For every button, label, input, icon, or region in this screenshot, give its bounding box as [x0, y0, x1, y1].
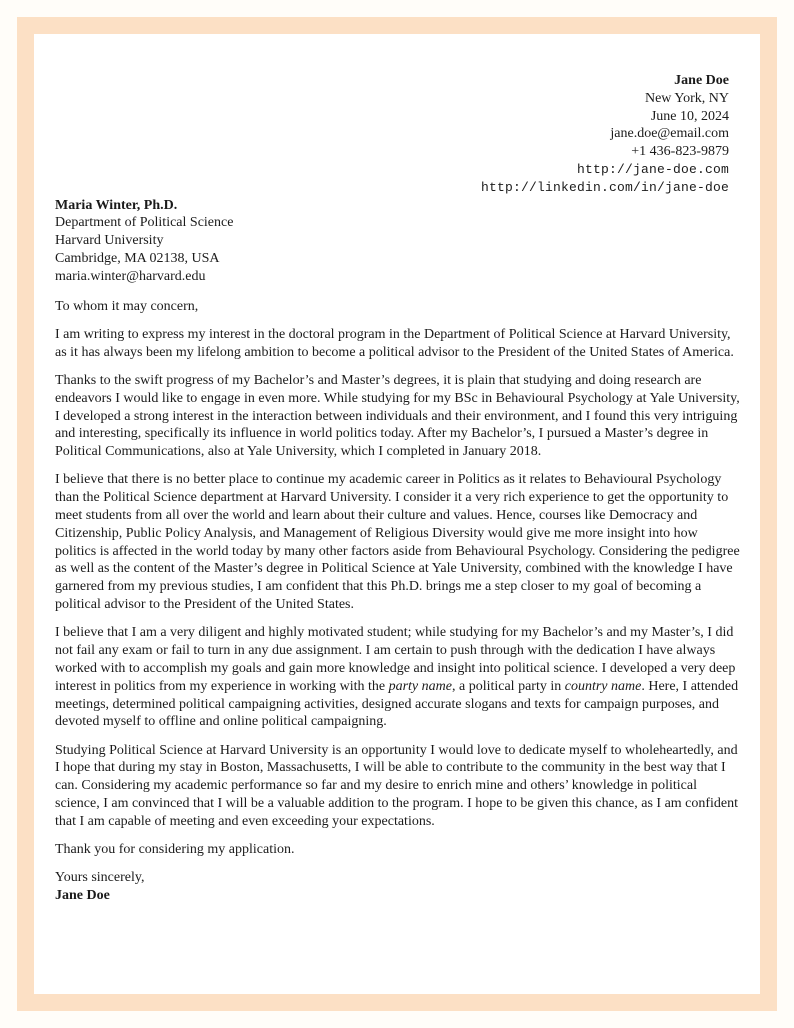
paragraph-4-text-a: I believe that I am a very diligent and highly motivated student; while studying for my Bachelor’s and my Master’s, I did not fail any exam or fail to turn in any due assignment. I am certain to push through with the dedication I have always worked with to accomplish my goals and gain more knowledge and insight into political science. I developed a very deep interest in politics from my experience in working with the	[55, 625, 736, 694]
paragraph-3: I believe that there is no better place to continue my academic career in Politics as it relates to Behavioural Psychology than the Political Science department at Harvard University. I consider it a very rich experience to get the opportunity to meet students from all over the world and learn about their culture and values. Hence, courses like Democracy and Citizenship, Public Policy Analysis, and Management of Religious Diversity would give me more insight into how politics is affected in the world today by many other factors aside from Behavioural Psychology. Considering the pedigree as well as the content of the Master’s degree in Political Science at Yale University, combined with the knowledge I have garnered from my previous studies, I am confident that this Ph.D. brings me a step closer to my goal of becoming a political advisor to the President of the United States.	[55, 472, 740, 613]
recipient-university: Harvard University	[55, 233, 164, 249]
letter-content	[55, 72, 742, 905]
sender-linkedin-link[interactable]: http://linkedin.com/in/jane-doe	[480, 179, 729, 195]
paragraph-4	[55, 624, 742, 731]
paragraph-2: Thanks to the swift progress of my Bachelor’s and Master’s degrees, it is plain that studying and doing research are endeavors I would like to engage in even more. While studying for my BSc in Behavioural Psychology at Yale University, I developed a strong interest in the interaction between individuals and their environment, and I found this very intriguing and interesting, specifically its influence in world politics today. After my Bachelor’s, I pursued a Master’s degree in Political Communications, also at Yale University, which I completed in January 2018.	[55, 372, 740, 460]
country-name-italic: country name	[564, 678, 642, 694]
signature: Jane Doe	[55, 888, 110, 904]
sender-website-link[interactable]: http://jane-doe.com	[576, 161, 729, 177]
recipient-address: Cambridge, MA 02138, USA	[55, 250, 220, 266]
valediction: Yours sincerely,	[55, 870, 145, 886]
sender-block	[55, 72, 729, 197]
sender-email-link[interactable]: jane.doe@email.com	[610, 126, 729, 142]
paragraph-5: Studying Political Science at Harvard University is an opportunity I would love to dedicate myself to wholeheartedly, and I hope that during my stay in Boston, Massachusetts, I will be able to contribute to the community in the best way that I can. Considering my academic performance so far and my desire to enrich mine and others’ knowledge in political science, I am convinced that I will be a valuable addition to the program. I hope to be given this chance, as I am confident that I am capable of meeting and even exceeding your expectations.	[55, 742, 739, 829]
recipient-department: Department of Political Science	[55, 215, 234, 231]
sender-phone: +1 436-823-9879	[631, 144, 729, 160]
closing-block	[55, 869, 742, 905]
recipient-email: maria.winter@harvard.edu	[55, 268, 206, 284]
recipient-block	[55, 197, 742, 286]
paragraph-1: I am writing to express my interest in the doctoral program in the Department of Political Science at Harvard University, as it has always been my lifelong ambition to become a political advisor to the President of the United States of America.	[55, 326, 734, 360]
recipient-name: Maria Winter, Ph.D.	[55, 197, 178, 213]
party-name-italic: party name	[388, 678, 452, 694]
sender-location: New York, NY	[644, 90, 729, 106]
letter-date: June 10, 2024	[650, 108, 729, 124]
paragraph-4-text-b: , a political party in	[451, 678, 565, 694]
sender-name: Jane Doe	[674, 73, 729, 88]
paragraph-4-text-c: . Here, I attended meetings, determined political campaigning activities, designed accurate slogans and texts for campaign purposes, and devoted myself to offline and online political campaigning.	[55, 678, 739, 730]
salutation: To whom it may concern,	[55, 298, 199, 314]
thank-you-line: Thank you for considering my application.	[55, 842, 295, 858]
